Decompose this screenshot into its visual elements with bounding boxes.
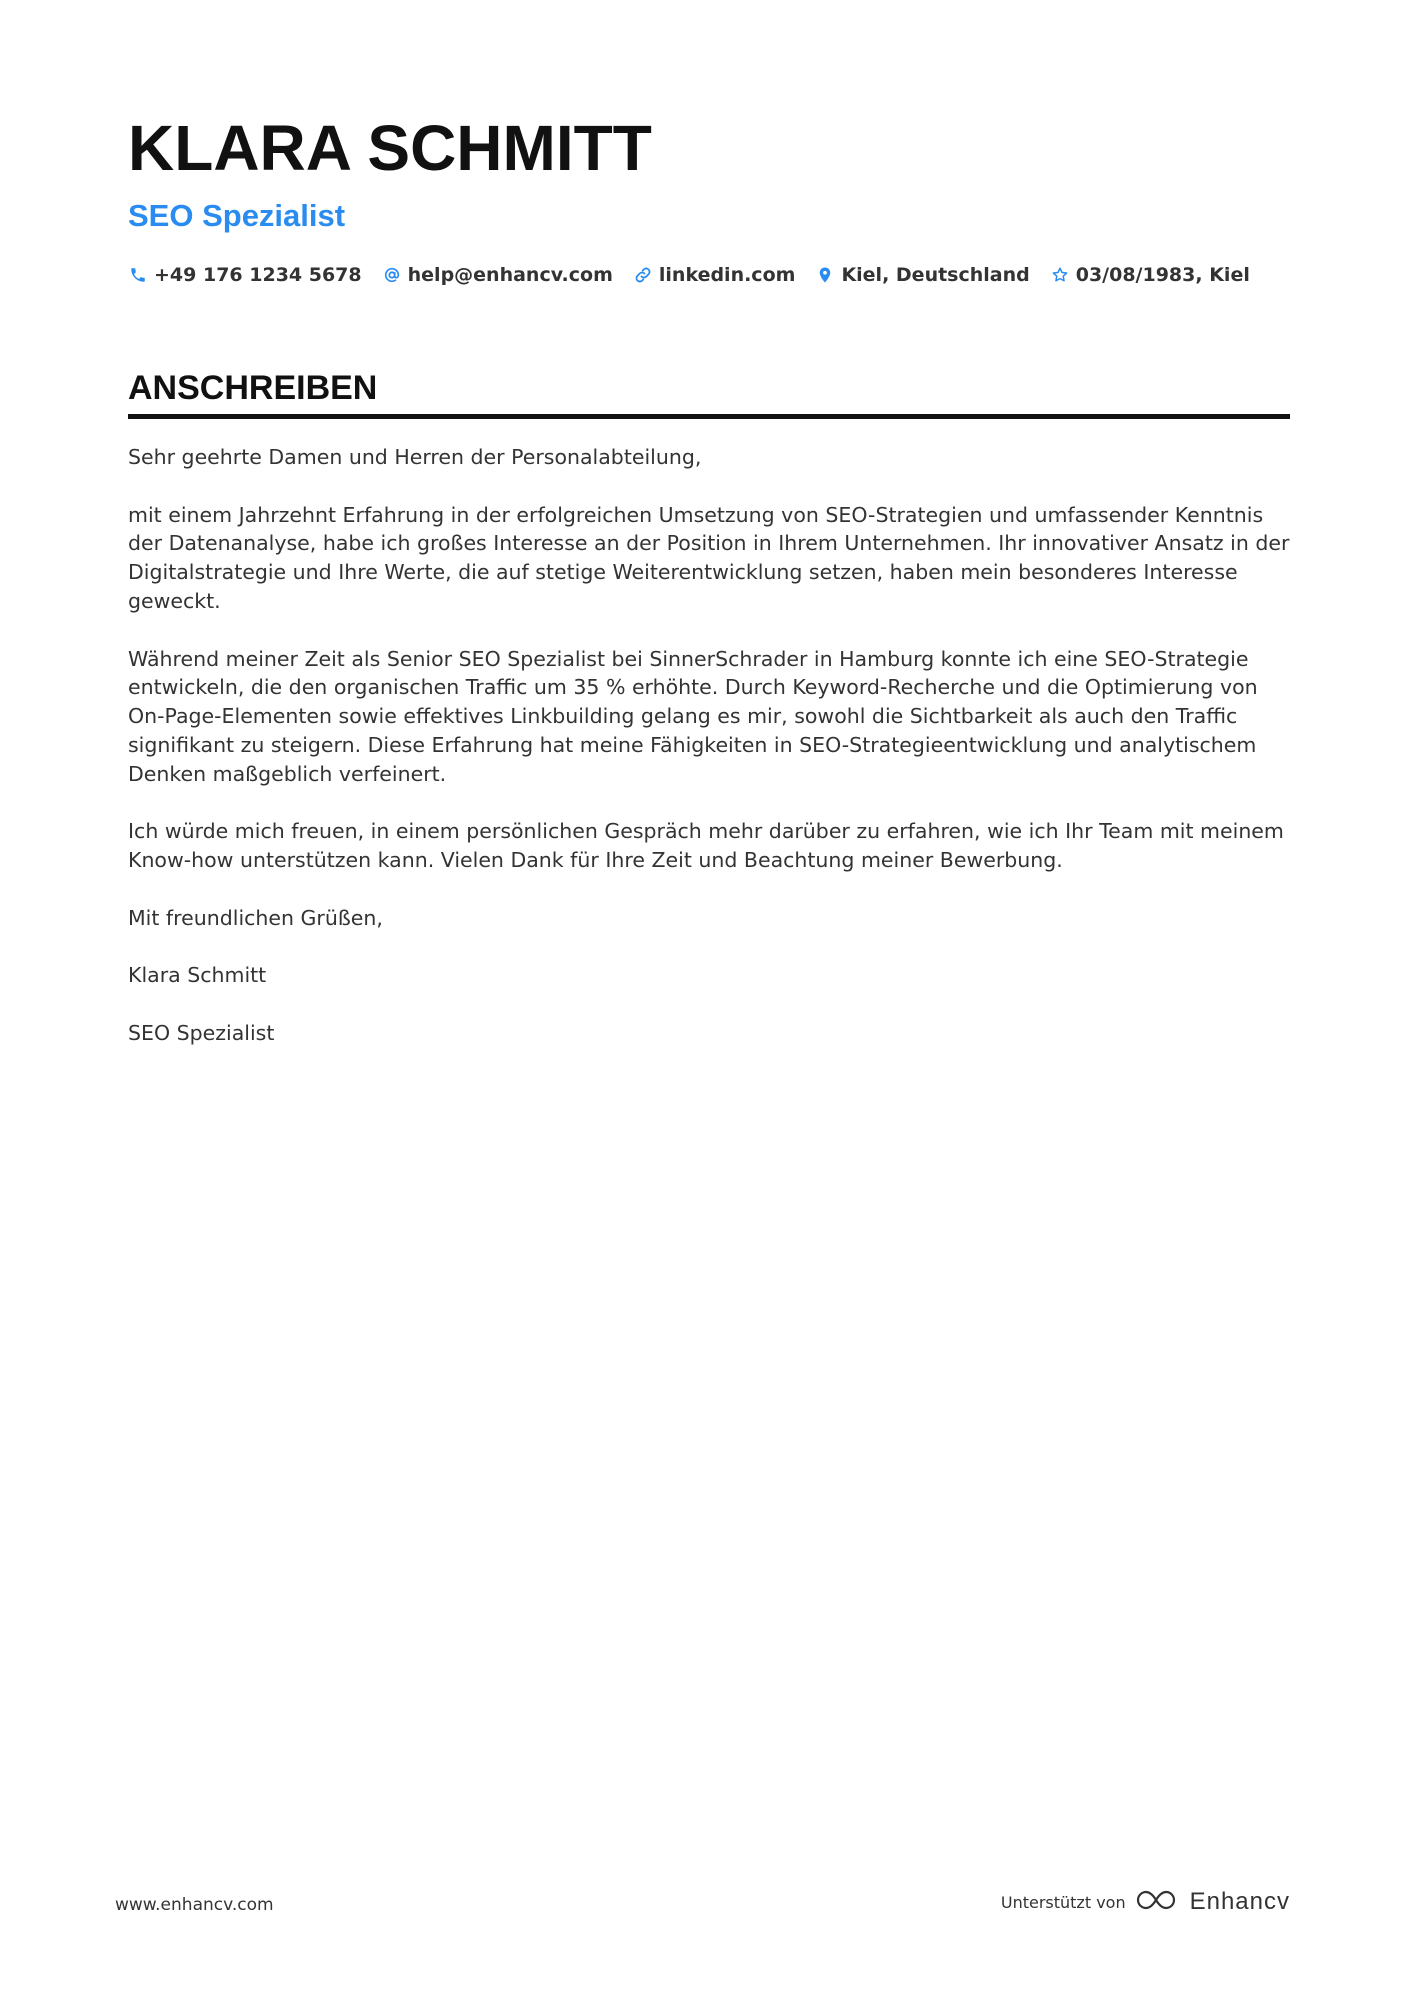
contact-birth — [1050, 264, 1250, 286]
header — [128, 108, 1290, 286]
footer-branding[interactable] — [1001, 1886, 1290, 1918]
contact-linkedin[interactable] — [633, 264, 796, 286]
letter-body — [128, 443, 1290, 1048]
letter-paragraph: Während meiner Zeit als Senior SEO Spezialist bei SinnerSchrader in Hamburg konnte ich eine SEO-Strategie entwickeln, die den organischen Traffic um 35 % erhöhte. Durch Keyword-Recherche und die Optimierung von On-Page-Elementen sowie effektives Linkbuilding gelang es mir, sowohl die Sichtbarkeit als auch den Traffic signifikant zu steigern. Diese Erfahrung hat meine Fähigkeiten in SEO-Strategieentwicklung und analytischem Denken maßgeblich verfeinert. — [128, 646, 1258, 786]
section-title: ANSCHREIBEN — [128, 369, 378, 407]
contact-bar — [128, 264, 1290, 286]
contact-phone[interactable] — [128, 264, 362, 286]
letter-signature-name: Klara Schmitt — [128, 963, 267, 988]
contact-phone-text: +49 176 1234 5678 — [154, 264, 362, 286]
letter-signature-title: SEO Spezialist — [128, 1020, 275, 1045]
location-pin-icon — [815, 265, 835, 285]
candidate-title: SEO Spezialist — [128, 198, 346, 233]
contact-location — [815, 264, 1029, 286]
contact-email[interactable] — [382, 264, 613, 286]
letter-paragraph: Ich würde mich freuen, in einem persönlichen Gespräch mehr darüber zu erfahren, wie ich Ihr Team mit meinem Know-how unterstützen kann. Vielen Dank für Ihre Zeit und Beachtung meiner Bewerbung. — [128, 819, 1284, 873]
footer-website[interactable]: www.enhancv.com — [115, 1895, 274, 1915]
letter-closing: Mit freundlichen Grüßen, — [128, 905, 383, 930]
cover-letter-section — [128, 366, 1290, 1077]
star-icon — [1050, 265, 1070, 285]
phone-icon — [128, 265, 148, 285]
enhancv-logo-icon — [1136, 1886, 1184, 1918]
letter-paragraph: mit einem Jahrzehnt Erfahrung in der erfolgreichen Umsetzung von SEO-Strategien und umfassender Kenntnis der Datenanalyse, habe ich großes Interesse an der Position in Ihrem Unternehmen. Ihr innovativer Ansatz in der Digitalstrategie und Ihre Werte, die auf stetige Weiterentwicklung setzen, haben mein besonderes Interesse geweckt. — [128, 502, 1290, 613]
powered-by-label: Unterstützt von — [1000, 1892, 1126, 1912]
link-icon — [633, 265, 653, 285]
contact-email-text: help@enhancv.com — [407, 264, 613, 286]
contact-birth-text: 03/08/1983, Kiel — [1075, 264, 1250, 286]
contact-location-text: Kiel, Deutschland — [841, 264, 1030, 286]
section-divider — [128, 414, 1290, 419]
at-icon — [382, 265, 402, 285]
brand-name: Enhancv — [1189, 1888, 1290, 1915]
brand-logo — [1136, 1886, 1290, 1918]
letter-salutation: Sehr geehrte Damen und Herren der Personalabteilung, — [128, 445, 702, 469]
candidate-name: KLARA SCHMITT — [128, 112, 652, 184]
contact-linkedin-text: linkedin.com — [658, 264, 796, 286]
